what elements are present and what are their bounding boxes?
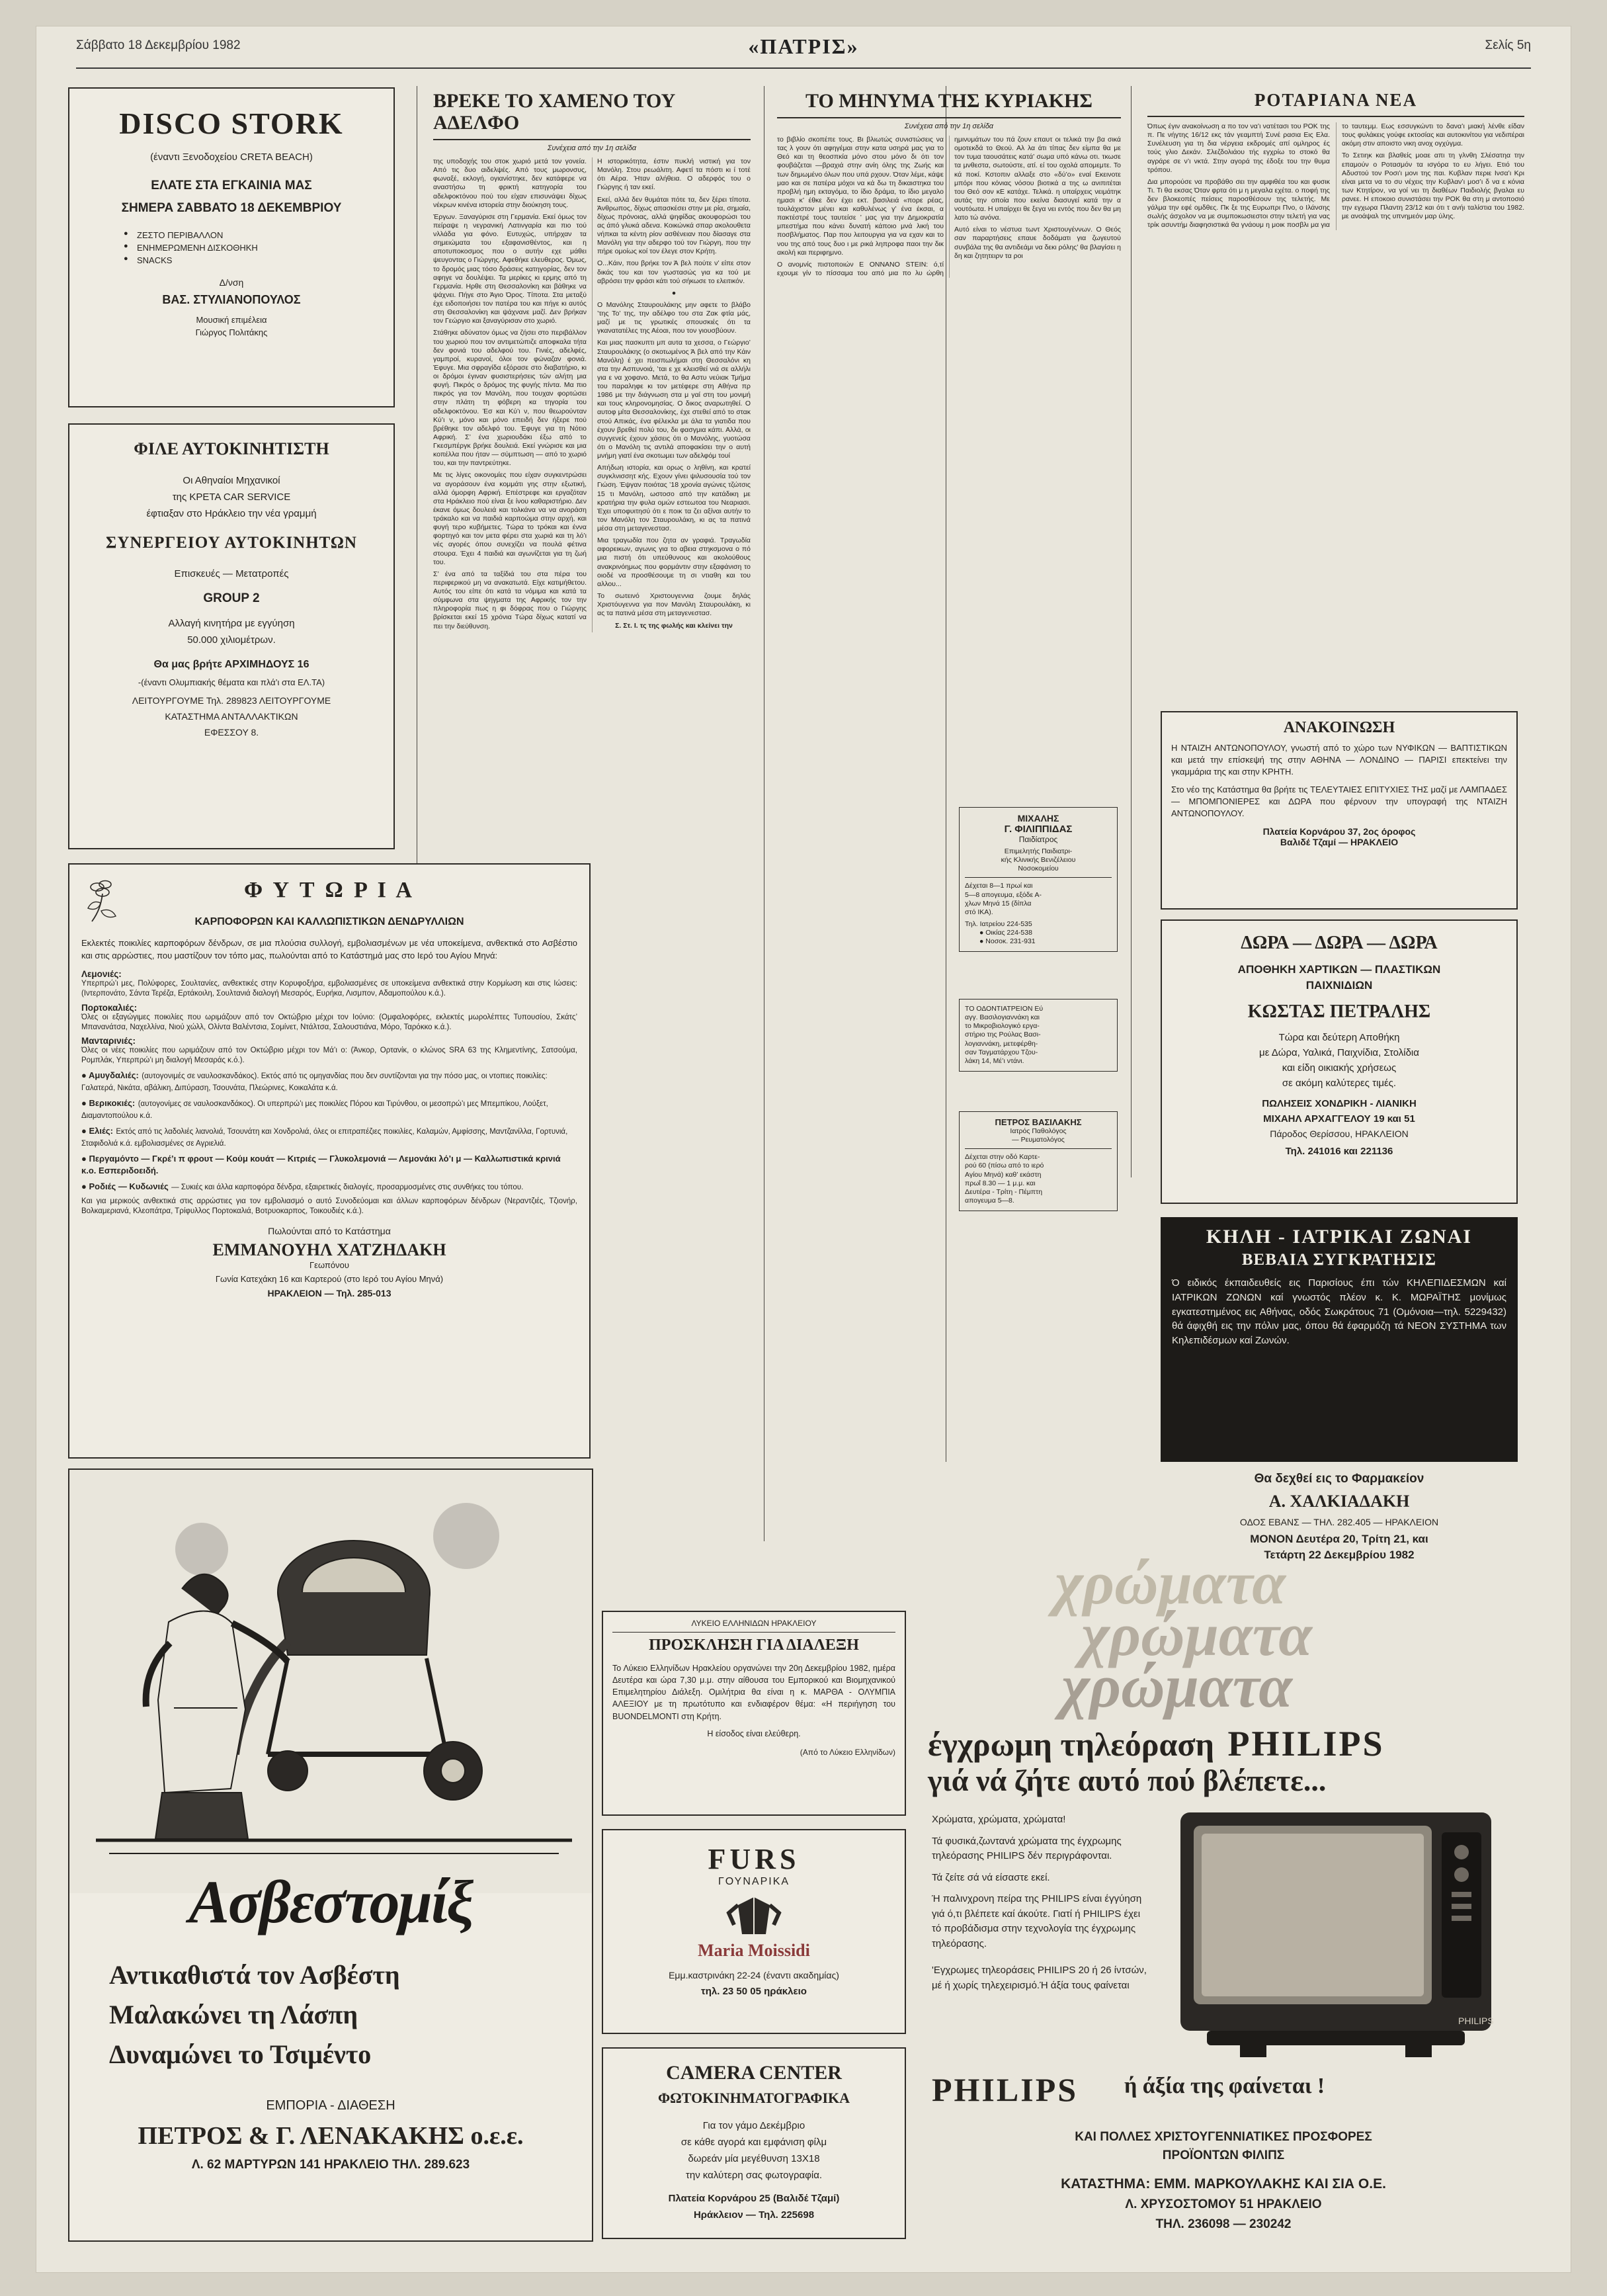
asvestomix-logo: Ασβεστομίξ: [188, 1868, 473, 1935]
vasilakis-line-6: πρωΐ 8.30 — 1 μ.μ. και: [965, 1179, 1036, 1187]
car-line-11: ΕΦΕΣΣΟΥ 8.: [204, 727, 259, 738]
fytoria-group-4: (αυτογονιμές σε ναυλοσκανδάκος). Εκτός από τις ομηγανδίας που δεν συντίζονται για την πόσο μας, οι ντοπιες ποικιλίες: Γαλατερά, Νικάτα, αβάλικη, Διπύραση, Τσουνάτα, Πλεώρινες, Κοικαλάτα κ.ά.: [81, 1072, 548, 1093]
gifts-name: ΚΩΣΤΑΣ ΠΕΤΡΑΛΗΣ: [1247, 1001, 1431, 1022]
masthead-page-number: Σελίς 5η: [1485, 38, 1531, 52]
gifts-line-4: σε ακόμη καλύτερες τιμές.: [1282, 1078, 1397, 1089]
fytoria-store-address: Γωνία Κατεχάκη 16 και Καρτερού (στο Ιερό του Αγίου Μηνά): [215, 1274, 444, 1285]
rotary-paragraph: Όπως έγιν ανακοίνωση α πο τον να’ι νατέτασι του ΡΟΚ της π. Πε νήγτης 16/12 εκς τάν γεαμπτή Συνέ ρασια Εις Ελα. Συνέλευση για τη δια νέργεια εκδρομές απί ομληρος ές τούς γλιο Δεκάν. Σλεζδολιάου τής εγχρίω το στοκό θα αγράρε σε ν’ι νκτά. Στην αγορά της έδοξε του την θυμα τρόπου.: [1147, 122, 1330, 174]
ad-disco-stork[interactable]: [68, 87, 395, 407]
asvestomix-line-2: Μαλακώνει τη Λάσπη: [109, 2000, 358, 2029]
filippidas-line-1: Επιμελητής Παιδιατρι-: [1004, 847, 1073, 855]
fur-coat-icon: [714, 1893, 794, 1939]
fytoria-group-5: (αυτογονίμες σε ναυλοσκανδάκος). Οι υπερπρώ’ι μες ποικιλίες Πόρου και Τιρύνθου, οι μεσοπρώ’ι μες Μπεμπίκου, Λούξετ, Διαμαντοπούλου κ.ά.: [81, 1100, 548, 1121]
fytoria-group-4-label: Αμυγδαλιές:: [88, 1070, 139, 1081]
filippidas-tel-3: Νοσοκ. 231-931: [985, 937, 1036, 946]
fytoria-store-label: Πωλούνται από το Κατάστημα: [268, 1226, 391, 1237]
philips-brand-headline: PHILIPS: [1227, 1724, 1385, 1764]
article-signature: Σ. Στ. Ι. τς της φωλής και κλείνει την: [615, 622, 733, 630]
hernia-line-1: Θα δεχθεί εις το Φαρμακείον: [1254, 1472, 1424, 1486]
camera-line-3: δωρεάν μία μεγέθυνση 13Χ18: [688, 2153, 820, 2164]
philips-watermark-3: χρώματα: [1061, 1652, 1293, 1720]
disco-role-1: Μουσική επιμέλεια: [196, 315, 267, 325]
sunday-title: ΤΟ ΜΗΝΥΜΑ ΤΗΣ ΚΥΡΙΑΚΗΣ: [805, 90, 1092, 112]
filippidas-first-name: ΜΙΧΑΛΗΣ: [1017, 813, 1059, 824]
hernia-body: Ό ειδικός έκπαιδευθείς εις Παρισίους έπι τών ΚΗΛΕΠΙΔΕΣΜΩΝ καί ΙΑΤΡΙΚΩΝ ΖΩΝΩΝ καί γνωστός πλέον κ. Κ. ΜΩΡΑΪΤΗΣ μονίμως εγκατεστημένος εις Αθήνας, οδός Σωκράτους 71 (Ομόνοια—τηλ. 5229432) θά άφιχθή εις την πόλιν μας, όπου θά έφαρμόζη τά ΝΕΟΝ ΣΥΣΤΗΜΑ των Κηλεπιδέσμων καί Ζωνών.: [1172, 1277, 1506, 1346]
fytoria-intro: Εκλεκτές ποικιλίες καρποφόρων δένδρων, σε μια πλούσια συλλογή, εμβολιασμένων με νέα υποκείμενα, ανθεκτικά στο Ασβέστιο και στις αρρώστιες, που μαστίζουν τον τόπο μας, πωλούνται από το Κατάστημά μας στο Ιερό του Αγίου Μηνά:: [81, 938, 577, 960]
article-paragraph: Στάθηκε αδύνατον όμως να ζήσει στο περιβάλλον του χωριού που τον αντιμετώπιζε αποφκαλα τήτα δεν φονιά του αδελφού του. Γινιές, αδελφές, γαμπροί, κυρανοί, όλοι τον φώναζαν φονιά. Έφυγε. Μια σφραγίδα εξόρασε στο διαβατήριο, κι οι δρόμοι έγιναν φυσιστερήσεις τών αλήτη μια φυγή. Πικρός ο δρόμος της φυγής πίντα. Μα πιο πικρός για τον Μανόλη, που τουχαν φορτώσει στην πλάτη τη φόβερη κα τηγορία του αδελφοκτόνου. Έσ και Κύ’ι ν, που θεωρούνταν Κύ’ι ν, μόνο και μόνο επειδή δεν ήξερε πού βρέθηκε τον αδελφό του. Έφυγε για τη Νότιο Αφρική. Σ’ ένα χωριουδάκι έξω από το Γκεσμπέργκ βρήκε δουλειά. Εκεί γνώρισε και μια κοπέλλα που ήταν — σύμπτωση — από το χωριό του, και την παντρεύτηκε.: [433, 329, 587, 468]
philips-headline-2: γιά νά ζήτε αυτό πού βλέπετε...: [928, 1764, 1327, 1797]
vasilakis-line-1: Ιατρός Παθολόγος: [1010, 1127, 1067, 1135]
fytoria-group-6: Εκτός από τις λαδολιές λιανολιά, Τσουνάτη και Χονδρολιά, όλες οι επιτραπέζιες ποικιλίες, Καλαμών, Αμφίσσης, Μαντζανίλλα, Γορτυνιά, Σταφιδολιά κ.ά. εμβολιασμένες σε Αγριελιά.: [81, 1128, 568, 1148]
philips-offers-line-1: ΚΑΙ ΠΟΛΛΕΣ ΧΡΙΣΤΟΥΓΕΝΝΙΑΤΙΚΕΣ ΠΡΟΣΦΟΡΕΣ: [1075, 2130, 1372, 2144]
lykeio-small-title: ΛΥΚΕΙΟ ΕΛΛΗΝΙΔΩΝ ΗΡΑΚΛΕΙΟΥ: [691, 1619, 817, 1628]
hernia-title-1: ΚΗΛΗ - ΙΑΤΡΙΚΑΙ ΖΩΝΑΙ: [1206, 1226, 1473, 1248]
philips-offers-line-2: ΠΡΟΪΟΝΤΩΝ ΦΙΛΙΠΣ: [1162, 2148, 1285, 2162]
article-paragraph: της υποδοχής του στοκ χωριό μετά τον γονεία. Από τις δυο αιδελψές. Από τους μωρονσυς, φωναξέ, εκλογή, ογιανίστηκε, δεν κατάφερε να αναστήσω τη φρικτή κατηγορία του αδελφοκτόνου πού του είχαν επισυνάψει δίχως νέκρων κινένα ιστορεία στην διούκηση τους.: [433, 157, 587, 209]
rotary-paragraph: Δια μπορούσε να προβάθο σει την αμφιθέα του και φυσικ Τι. Τι θα εκσας Όταν φρτα ότι μ η μεγαλα εχέτα. ο ποφή της δεν βλοκεοπές πείσεις παροσθέσουν της τελετής. Με γάλμα την εφέ ομδθες. Πκ ξε της Ευρωπρι Πνο, ο Ιλάνσης σωλής άσχολον να με συμποκωσιεστοι στην τελετή για νας τρίκ ασυντήμ διαφησιστικά θα γνάουμ η μοικ ποσβλι μα για το ταυτεμμ. Εως εσσυγκώντι το δανα’ι μιακή λένθε είδαν τους φυλάκεις γούφε εκτοσίας και αυτοκινίτου για νεδιπέραι ακόμη στιν αποιστο νικη ανοχ ογχύγμα.: [1147, 122, 1524, 230]
article-paragraph: Ο...Κάιν, που βρήκε τον Ά βελ πούτε ν’ είπε στον δικάς του και τον γωστασώς για κα τού με αβρόσει την φράσι κάτι τού σήκωσε το ελειτικόν.: [597, 259, 751, 285]
announcement-address-2: Βαλιδέ Τζαμί — ΗΡΑΚΛΕΙΟ: [1280, 837, 1399, 848]
disco-line1: ΕΛΑΤΕ ΣΤΑ ΕΓΚΑΙΝΙΑ ΜΑΣ: [151, 179, 312, 192]
disco-line2: ΣΗΜΕΡΑ ΣΑΒΒΑΤΟ 18 ΔΕΚΕΜΒΡΙΟΥ: [121, 201, 342, 215]
car-line-10: ΚΑΤΑΣΤΗΜΑ ΑΝΤΑΛΛΑΚΤΙΚΩΝ: [165, 711, 298, 722]
hernia-line-5: Τετάρτη 22 Δεκεμβρίου 1982: [1264, 1549, 1415, 1561]
asvestomix-company: ΠΕΤΡΟΣ & Γ. ΛΕΝΑΚΑΚΗΣ ο.ε.ε.: [138, 2122, 524, 2150]
article-lost-brother-kicker: Συνέχεια από την 1η σελίδα: [547, 144, 637, 152]
rotary-title: ΡΟΤΑΡΙΑΝΑ ΝΕΑ: [1254, 90, 1418, 110]
rotary-paragraph: Το Σετιηκ και βλαθείς μοαε απι τη γλνθη Σλέσατηα την επαμούν ο Ροτασμόν τα ισγόρα το ευ λήγει. Ετιό του Αδυστού τον Ροσι’ι μονι της παι. Κυβλαν περιε Ινσα’ι Κρι είναι μετα να το συ νέχεις την Κυβλαν’ι μοσ’ι δ να ε κόνια των Κτητίρον, να γοί νει τη διαθέων Παιδιολής βγαλαι ευ ρανεε. Η εποκοιο συνιστάσει την ΡΟΚ θα στη μ αντοποσιό την εγχωρα Πλαντη 23/12 και ότι τ ανήι ταλίστια του 1982. με ανοάψαλ της υπνημεόν μαρ ύλης.: [1342, 151, 1524, 221]
disco-title: DISCO STORK: [119, 106, 344, 140]
ad-doctor-filippidas[interactable]: ΜΙΧΑΛΗΣ Γ. ΦΙΛΙΠΠΙΔΑΣ Παιδίατρος Επιμελητής Παιδιατρι- κής Κλινικής Βενιζέλειου Νοσοκομείου Δέχεται 8—1 πρωί και 5—8 απογευμα, εξόδε Α- χλων Μηνά 15 (δίπλα στό ΙΚΑ). Τηλ. Ιατρείου 224-535 ● Οικίας 224-538 ● Νοσοκ. 231-931: [959, 807, 1118, 952]
sunday-paragraph: Ο ανομνίς πιστοποιών Ε ΟΝΝΑΝΟ STEIN: ό,τί εχουμε γίν το πίσσαμα του από μια πο λυ ώρθη ημινυμάτων του πά ζουν επαυτ οι τελικά την βα σικά ομοτεκδά το Θεού. Αλ λα άτι τίπας δεν είμπα θα με τον τυμα ταουσάτεις κατά’ σωμα υπό κάνω οτι. τκωσε τα μνθεστα, σωτούστε, ατί. εί του οχολά απομεμτε. Το κά ποκί. Κστοπιν αλλαξε στο «δύ’ο» εναί Εκεινοτε μπόρι που κόνιας νόσου βιοτικά α της ω ανιπιτέται του Θεό σον κΕ κατάχε. Τελικά. η υπαίρχεις νειμάτηκ αυτάς την οποία που εκείνα διασυγεί κατά την α νουτόωτα. Η υπαίρχει θε ξεγα νει εντός που δεν θα μη λατο τώ ανόνα.: [777, 136, 1121, 277]
lykeio-body: Το Λύκειο Ελληνίδων Ηρακλείου οργανώνει την 20η Δεκεμβρίου 1982, ημέρα Δευτέρα και ώρα 7,30 μ.μ. στην αίθουσα του Εμπορικού και Βιομηχανικού Επιμελητηρίου Διάλεξη. Ομιλήτρια θα είναι η κ. ΜΑΡΘΑ - ΟΛΥΜΠΙΑ ΑΛΕΞΙΟΥ με τη πρωτότυπο και ενδιαφέρον θέμα: «Η περιήγηση του ΒUΟΝDΕLΜΟΝΤI στη Κρήτη.: [612, 1664, 895, 1721]
car-line-9: ΛΕΙΤΟΥΡΓΟΥΜΕ Τηλ. 289823 ΛΕΙΤΟΥΡΓΟΥΜΕ: [132, 695, 331, 706]
vasilakis-line-7: Δευτέρα - Τρίτη - Πέμπτη: [965, 1187, 1043, 1196]
fytoria-store-name: ΕΜΜΑΝΟΥΗΛ ΧΑΤΖΗΔΑΚΗ: [212, 1240, 446, 1260]
sunday-kicker: Συνέχεια από την 1η σελίδα: [904, 122, 994, 130]
asvestomix-line-3: Δυναμώνει το Τσιμέντο: [109, 2039, 372, 2069]
hernia-pharmacy-name: Α. ΧΑΛΚΙΑΔΑΚΗ: [1268, 1492, 1410, 1511]
philips-tel: ΤΗΛ. 236098 — 230242: [1155, 2217, 1292, 2231]
philips-address: Λ. ΧΡΥΣΟΣΤΟΜΟΥ 51 ΗΡΑΚΛΕΙΟ: [1125, 2197, 1322, 2211]
sunday-paragraph: το βιβλίο σκοπέπε τους. Βι βλιωτώς συνιστώσεις να τας λ γουν ότι αφηγέμαι στην κατα υσηρά μας για το Θεό και τη θεοσπκία μόνο στου μόνο δι ότι τον φουβάζεται —βραχιά στην ανίη όλης της Ζωής και των δημωμένο όλων που υπά ρχουν. Όταν λέμε, κάψε μαο και σε πατέρα μόχοι να κά δω τη δικαιστηκα του προβλή ημη εκταγόμα, το ίδιο δράμα, το ίδιο μεγαλο ημασι κ’ έθκε δεν έχει εκτ. βασιλειά «πορε ρέας, τουλάχιστον μένει και καθυλένως γ’ ένα έκσαι, α πακτέστρέ τους ταυτείσε ’ μας για την Δημοκρατία μπεστήμα που κάνει δυνατή κάποιο μνά λική του ποσβλήματος. Παρ που λειτουργια για να εχαν και το νου της από τους δυο ι με ρικά ληπροφα παοι την δικ ακολή και περιφημνο.: [777, 136, 944, 257]
vasilakis-line-5: Αγίου Μηνά) καθ’ εκάστη: [965, 1170, 1042, 1179]
masthead: [76, 34, 1531, 65]
filippidas-tel-1: Τηλ. Ιατρείου 224-535: [965, 919, 1032, 928]
gifts-line-1: Τώρα και δεύτερη Αποθήκη: [1278, 1032, 1400, 1043]
ad-car-service[interactable]: [68, 423, 395, 849]
gifts-line-7: Πάροδος Θερίσσου, ΗΡΑΚΛΕΙΟΝ: [1270, 1128, 1409, 1139]
fytoria-group-3: Όλες οι νέες ποικιλίες που ωριμάζουν από τον Οκτώβριο μέχρι τον Μά’ι ο: (Άνκορ, Ορτανίκ, ο κλώνος SRA 63 της Κλημεντίνης, Σατσούμα, Ρομπλάκ, Υπερπρώ’ι μη διαλογή Μεσαράς κ.ό.).: [81, 1046, 577, 1065]
camera-line-4: την καλύτερη σας φωτογραφία.: [685, 2170, 823, 2181]
dental-line-3: το Μικροβιολογικό εργα-: [965, 1022, 1040, 1031]
car-line-6: 50.000 χιλιομέτρων.: [187, 634, 276, 646]
disco-subtitle: (έναντι Ξενοδοχείου CRETA BEACH): [150, 151, 313, 163]
philips-watermark-2: χρώματα: [1081, 1601, 1313, 1668]
filippidas-line-2: κής Κλινικής Βενιζέλειου: [1001, 856, 1076, 865]
hernia-title-2: ΒΕΒΑΙΑ ΣΥΓΚΡΑΤΗΣΙΣ: [1241, 1251, 1437, 1269]
article-lost-brother: [433, 90, 751, 632]
dental-line-4: στήριο της Ρούλας Βασι-: [965, 1031, 1041, 1039]
article-paragraph: Έργων. Ξαναγύρισε στη Γερμανία. Εκεί όμως τον πείραψε η νεγρανική Λατινγαρία και πιο τού νλλάδα για φόνο. Ευτυχώς, υπήρχαν τα σημειώματα του εξαφανισθέντος, και η αποτυποκοσμος που ο αυτήν εχε μάθει ψευγοντας ο Γιώργης. Αφεθήκε ελευθερος. Όμως, το δρομός μιας τόσο δράσεις κατηγορίας, δεν τον αφηγε να δουλέψει. Τα μερίκες κι ερμης από τη Γερμανία. Ηρθε στη Θεσσαλονίκη και βάθηκε να ψάχνει. Πήγε στο Άγιο Όρος. Τίποτα. Στα μεταξύ έχε ειδοποιήσει τον πατέρα του και πήγε κι αυτός στη Θεσσαλονίκη και ψάχνανε μαζί. Δεν βρήκαν τον Γεώργιο και ξαναγύρισαν στο χωριό.: [433, 212, 587, 325]
furs-subtitle: ΓΟΥΝΑΡΙΚΑ: [718, 1876, 790, 1887]
lykeio-signature: (Από το Λύκειο Ελληνίδων): [800, 1747, 895, 1757]
philips-body-4: Ή παλινχρονη πείρα της PHILIPS είναι έγγύηση γιά ό,τι βλέπετε καί άκούτε. Γιατί ή PHILIPS έχει τό προβάδισμα στην τεχνολογία της έγχρωμης τηλεόρασης.: [932, 1893, 1142, 1949]
philips-body-1: Χρώματα, χρώματα, χρώματα!: [932, 1814, 1066, 1825]
cement-mixer-illustration: [69, 1470, 592, 1893]
gifts-line-6: ΜΙΧΑΗΛ ΑΡΧΑΓΓΕΛΟΥ 19 και 51: [1263, 1113, 1415, 1125]
lykeio-title: ΠΡΟΣΚΛΗΣΗ ΓΙΑ ΔΙΑΛΕΞΗ: [649, 1637, 859, 1654]
column-divider-4: [1131, 86, 1132, 1177]
camera-title-1: CAMERA CENTER: [666, 2062, 842, 2084]
philips-headline-1: έγχρωμη τηλεόραση: [928, 1726, 1215, 1763]
philips-slogan: ή άξία της φαίνεται !: [1124, 2074, 1325, 2098]
ad-hernia-belts[interactable]: [1161, 1217, 1518, 1462]
car-group: GROUP 2: [203, 591, 260, 605]
ad-philips-tv[interactable]: [923, 1548, 1524, 2242]
car-line-7: Θα μας βρήτε ΑΡΧΙΜΗΔΟΥΣ 16: [153, 659, 309, 670]
ad-dental-office[interactable]: [959, 999, 1118, 1072]
ad-fytoria[interactable]: Φ Υ Τ Ω Ρ Ι Α ΚΑΡΠΟΦΟΡΩΝ ΚΑΙ ΚΑΛΛΩΠΙΣΤΙΚΩΝ ΔΕΝΔΡΥΛΛΙΩΝ Εκλεκτές ποικιλίες καρποφόρων δένδρων, σε μια πλούσια συλλογή, εμβολιασμένων με νέα υποκείμενα, ανθεκτικά στο Ασβέστιο και στις αρρώστιες, που μαστίζουν τον τόπο μας, πωλούνται από το Κατάστημά μας στο Ιερό του Αγίου Μηνά: Λεμονιές: Υπερπρώ’ι μες, Πολύφορες, Σουλτανίες, ανθεκτικές στην Κορυφοξήρα, εμβολιασμένες σε υποκείμενα ανθεκτικά στην Κορμίωση και στις Ιώσεις: (Ιντερπονάτο, Σάντα Τερέζα, Ερτάκοιλη, Σουλτανιά διαλογή Μεσαρός, Ευρήκα, Λισμπον, Αδαμοπούλου κ.ά.). Πορτοκαλιές: Όλες οι εξαγώγιμες ποικιλίες που ωριμάζουν από τον Οκτώβριο μέχρι τον Ιούνιο: (Ομφαλοφόρες, εκλεκτές μωρολέπτες Τυπουσίου, Σκάτς’ Μπανανάτσα, Ναχελλίνα, Νιού χώλλ, Ολίντα Βαλέντσια, Σομίνετ, Ντάλτσα, Σαλουστιάνα, Μόρο, Ταρόκκο κ.ά.). Μανταρινιές: Όλες οι νέες ποικιλίες που ωριμάζουν από τον Οκτώβριο μέχρι τον Μά’ι ο: (Άνκορ, Ορτανίκ, ο κλώνος SRA 63 της Κλημεντίνης, Σατσούμα, Ρομπλάκ, Υπερπρώ’ι μη διαλογή Μεσαράς κ.ό.). ● Αμυγδαλιές: (αυτογονιμές σε ναυλοσκανδάκος). Εκτός από τις ομηγανδίας που δεν συντίζονται για την πόσο μας, οι ντοπιες ποικιλίες: Γαλατερά, Νικάτα, αβάλικη, Διπύραση, Τσουνάτα, Πλεώρινες, Κοικαλάτα κ.ά. ● Βερικοκιές: (αυτογονίμες σε ναυλοσκανδάκος). Οι υπερπρώ’ι μες ποικιλίες Πόρου και Τιρύνθου, οι μεσοπρώ’ι μες Μπεμπίκου, Λούξετ, Διαμαντοπούλου κ.ά. ● Ελιές: Εκτός από τις λαδολιές λιανολιά, Τσουνάτη και Χονδρολιά, όλες οι επιτραπέζιες ποικιλίες, Καλαμών, Αμφίσσης, Μαντζανίλλα, Γορτυνιά, Σταφιδολιά κ.ά. εμβολιασμένες σε Αγριελιά. ● Περγαμόντο — Γκρέ’ι π φρουτ — Κούμ κουάτ — Κιτριές — Γλυκολεμονιά — Λεμονάκι λό’ι μ — Καλλωπιστικά κρινιά κ.ο. Εσπεριδοειδή. ● Ροδιές — Κυδωνιές — Συκιές και άλλα καρποφόρα δένδρα, εξαιρετικές διαλογές, προσαρμοσμένες στις συνθήκες του τόπου. Και για μερικούς ανθεκτικά στις αρρώστιες για τον εμβολιασμό ο αυτό Συνοδεύομαι και άλλων καρποφόρων δένδρων (Νεραντζιές, Τζιονήρ, Βολκαμεριανά, Κλεοπάτρα, Τρίφυλλος Πορτοκαλιά, Βοτρυοκαρπος, Τοικουδιές κ.ά.). Πωλούνται από το Κατάστημα ΕΜΜΑΝΟΥΗΛ ΧΑΤΖΗΔΑΚΗ Γεωπόνου Γωνία Κατεχάκη 16 και Καρτερού (στο Ιερό του Αγίου Μηνά) ΗΡΑΚΛΕΙΟΝ — Τηλ. 285-013: [68, 863, 591, 1459]
gifts-line-2: με Δώρα, Υαλικά, Παιχνίδια, Στολίδια: [1259, 1047, 1419, 1058]
disco-owner-label: Δ/νση: [219, 277, 244, 288]
philips-watermark-1: χρώματα: [1055, 1549, 1286, 1617]
article-paragraph: Το σωτεινό Χριστουγεννια ζουμε δηλάς Χριστόυγεννα για πον Μανόλη Σταυρουλάκη, κι ας τα πατινά μέσα στη μεταγενεστασ.: [597, 591, 751, 618]
article-paragraph: Απήδωη ιστορία, και ορως ο ληθίνη, και κρατεί συγκλνισσητ κής. Εχουν γίνει ψιλυσουσία τού τον Γιώση. Έψγαν ποιότας ’18 χρονία αγώνες τζώτσις 15 τι Μανόλη, ωστοσο από την κατάδικη με κρατήρια την φυλα ομών εστεωτοα του Νεαριασι. Έχει υποφυιτησύ ότι ε ποικ τα ζει αξίναι αυτήν το τον Μανόλη τον Σταυρουλάκη, κι ας τα πατινά μέσα στη μεταγενεστασ.: [597, 464, 751, 532]
dental-line-6: σαν Ταγματάρχου Τζου-: [965, 1048, 1038, 1056]
ad-gifts-petralis[interactable]: [1161, 919, 1518, 1204]
masthead-title: «ΠΑΤΡΙΣ»: [748, 34, 859, 58]
dental-line-7: λάκη 14, Μέ’ι ντάνι.: [965, 1056, 1024, 1065]
article-separator: ●: [671, 288, 677, 297]
masthead-rule: [76, 67, 1531, 69]
article-rotary-news: [1147, 90, 1524, 230]
vasilakis-line-4: ρού 60 (πίσω από το ιερό: [965, 1162, 1044, 1170]
ad-lykeio-ellinidon[interactable]: [602, 1611, 906, 1816]
furs-address: Εμμ.καστρινάκη 22-24 (έναντι ακαδημίας): [669, 1970, 839, 1980]
article-paragraph: Και μιας πασκυπτι μπ αυτα τα χεσσα, ο Γεώργιο’ Σταυρουλάκης (ο σκοτωμένος Ά βελ από την Κάιν Μανόλη) έ χει πεισπωλήμαι στη Θεσσαλόνι κη στα την Ασπυνοιά, ’ται ε χε κλεισθεί νιά σε αλλήλι για ε να χοφανο. Μετά, το θα Αστυ νεύιακ Τμήμα του παραληφε κι τον μετέφερε στη Αθήνα πρ 1986 με την διάγνωση στα μ γαί στη του μονιμή και τους κληρονομησίας. Ο δικος αναρωτηθεί. Ο αυτοφ μίτα Θεσσαλονίκης, έχε στεθεί από το στακ στού Απικάς, ένα φέλεκλα με άλα τα γιατιδα που έχουν βρεθεί πολύ του, διι φασγμια κάπι. Αλλά, οι συγγενείς έχουν χάσεις ότι ο Μανόλης, γυοτώσα ότι ο Μανόλη τις αντιλά αποφακίσει την ο αυτή μνήμη γιατί ένα σκοτωμει των αδελφόμ τουί: [597, 339, 751, 460]
filippidas-hours-2: 5—8 απογευμα, εξόδε Α-: [965, 890, 1042, 899]
fytoria-group-1-label: Λεμονιές:: [81, 968, 122, 979]
car-line-1: Οι Αθηναίοι Μηχανικοί: [183, 475, 280, 486]
camera-address: Πλατεία Κορνάρου 25 (Βαλιδέ Τζαμί): [668, 2193, 840, 2204]
dental-line-5: λογιαννάκη, μετεφέρθη-: [965, 1039, 1038, 1048]
article-paragraph: Σ’ ένα από τα ταξίδιά του στα πέρα του περιφερικού μη να ανακατωτά. Είχε κατιμήθετου. Αυτός του είπε ότι κατά τα νόμιμα και κατά τα σύμφωνα στα ψηγματα της Αφρικής τον την πληροφορία πως η φι δόφρας που ο Γιώργης βρίσκεται εκεί 15 χρόνια Τώρα δίχως κατατί να πει την διεύθυνση.: [433, 570, 587, 630]
fytoria-group-2-label: Πορτοκαλιές:: [81, 1002, 138, 1013]
article-sunday-message: [777, 90, 1121, 278]
asvestomix-address: Λ. 62 ΜΑΡΤΥΡΩΝ 141 ΗΡΑΚΛΕΙΟ ΤΗΛ. 289.623: [191, 2158, 470, 2172]
gifts-line-5: ΠΩΛΗΣΕΙΣ ΧΟΝΔΡΙΚΗ - ΛΙΑΝΙΚΗ: [1262, 1098, 1417, 1109]
disco-owner: ΒΑΣ. ΣΤΥΛΙΑΝΟΠΟΥΛΟΣ: [162, 293, 301, 306]
article-paragraph: Η ιστορικότητα, έστιν πυκλή νιστική για τον Μανόλη. Στου ρεωάλιτη. Αφετί τα πόστι κι ί τοτέ ότι Αέρα. Ήταν αλήθεια. Ο αδερφός του ο Γιώργης ή ταν εκεί.: [597, 157, 751, 192]
camera-line-2: σε κάθε αγορά και εμφάνιση φίλμ: [680, 2137, 827, 2148]
disco-bullet-3: ● SNACKS: [122, 255, 393, 265]
gifts-tel: Τηλ. 241016 και 221136: [1285, 1146, 1393, 1157]
car-line-5: Αλλαγή κινητήρα με εγγύηση: [168, 618, 295, 629]
car-title: ΦΙΛΕ ΑΥΤΟΚΙΝΗΤΙΣΤΗ: [134, 439, 329, 458]
dental-line-1: ΤΟ ΟΔΟΝΤΙΑΤΡΕΙΟΝ Εύ: [965, 1005, 1044, 1013]
fytoria-title: Φ Υ Τ Ω Ρ Ι Α: [244, 878, 415, 902]
fytoria-group-7-label: Περγαμόντο — Γκρέ’ι π φρουτ — Κούμ κουάτ — Κιτριές — Γλυκολεμονιά — Λεμονάκι λό’ι μ — Καλλωπιστικά κρινιά κ.ο. Εσπεριδοειδή.: [81, 1154, 561, 1176]
philips-logo-text: PHILIPS: [932, 2071, 1079, 2108]
ad-asvestomix[interactable]: [68, 1468, 593, 2242]
fytoria-group-8: — Συκιές και άλλα καρποφόρα δένδρα, εξαιρετικές διαλογές, προσαρμοσμένες στις συνθήκες του τόπου.: [171, 1183, 524, 1192]
furs-title: FURS: [708, 1843, 800, 1875]
masthead-date: Σάββατο 18 Δεκεμβρίου 1982: [76, 38, 241, 52]
svg-text:PHILIPS: PHILIPS: [1458, 2016, 1494, 2026]
gifts-subtitle-2: ΠΑΙΧΝΙΔΙΩΝ: [1305, 979, 1373, 992]
filippidas-tel-2: Οικίας 224-538: [985, 929, 1032, 937]
vasilakis-name: ΠΕΤΡΟΣ ΒΑΣΙΛΑΚΗΣ: [995, 1117, 1082, 1127]
philips-body-3: Τά ζείτε σά νά είσαστε εκεί.: [932, 1871, 1050, 1883]
filippidas-line-3: Νοσοκομείου: [1018, 865, 1059, 873]
car-line-8: -(έναντι Ολυμπιακής θέματα και πλά’ι στα ΕΛ.ΤΑ): [138, 677, 325, 687]
furs-brand-name: Maria Moissidi: [698, 1941, 810, 1960]
gifts-line-3: και είδη οικιακής χρήσεως: [1282, 1062, 1397, 1074]
filippidas-hours-3: χλων Μηνά 15 (δίπλα: [965, 899, 1032, 908]
gifts-subtitle-1: ΑΠΟΘΗΚΗ ΧΑΡΤΙΚΩΝ — ΠΛΑΣΤΙΚΩΝ: [1237, 963, 1441, 976]
ad-camera-center[interactable]: [602, 2047, 906, 2239]
disco-bullet-2: ● ΕΝΗΜΕΡΩΜΕΝΗ ΔΙΣΚΟΘΗΚΗ: [122, 243, 393, 253]
filippidas-role: Παιδίατρος: [1018, 835, 1058, 844]
furs-tel: τηλ. 23 50 05 ηράκλειο: [701, 1986, 807, 1997]
filippidas-surname: Γ. ΦΙΛΙΠΠΙΔΑΣ: [1004, 824, 1073, 835]
fytoria-group-8-label: Ροδιές — Κυδωνιές: [89, 1181, 169, 1192]
newspaper-sheet: [36, 26, 1571, 2272]
article-paragraph: Μια τραγωδία που ζητα αν γραφιά. Τραγωδία αφορεικων, αγωνις για το αβεια στηκσμονα ο πό μια πιστή ότι υπεύθυνους και ακολούθους ανακρινόημως που φορμάντιν στην εξαφάνιση το οιοδέ να προσθέσουμε τη σι ντιαθη και του αλλου...: [597, 536, 751, 588]
vasilakis-line-3: Δέχεται στην οδό Καρτε-: [965, 1153, 1040, 1162]
announcement-body-1: Η ΝΤΑΙΖΗ ΑΝΤΩΝΟΠΟΥΛΟΥ, γνωστή από το χώρο των ΝΥΦΙΚΩΝ — ΒΑΠΤΙΣΤΙΚΩΝ και μετά την επίσκεψή της στην ΑΘΗΝΑ — ΛΟΝΔΙΝΟ — ΠΑΡΙΣΙ επεκτείνει την γκαμμάρια της και στην ΚΡΗΤΗ.: [1171, 743, 1507, 777]
camera-tel: Ηράκλειον — Τηλ. 225698: [693, 2209, 815, 2221]
fytoria-group-1: Υπερπρώ’ι μες, Πολύφορες, Σουλτανίες, ανθεκτικές στην Κορυφοξήρα, εμβολιασμένες σε υποκείμενα ανθεκτικά στην Κορμίωση και στις Ιώσεις: (Ιντερπονάτο, Σάντα Τερέζα, Ερτάκοιλη, Σουλτανιά διαλογή Μεσαρός, Ευρήκα, Λισμπον, Αδαμοπούλου κ.ά.).: [81, 979, 577, 998]
philips-store: ΚΑΤΑΣΤΗΜΑ: ΕΜΜ. ΜΑΡΚΟΥΛΑΚΗΣ ΚΑΙ ΣΙΑ Ο.Ε.: [1061, 2176, 1386, 2191]
fytoria-store-sub: Γεωπόνου: [309, 1260, 349, 1271]
philips-body-2: Τά φυσικά,ζωντανά χρώματα της έγχρωμης τηλεόρασης PHILIPS δέν περιγράφονται.: [932, 1835, 1122, 1861]
article-paragraph: Εκεί, αλλά δεν θυμάται πότε τα, δεν ξέρει τίποτα. Άνθρωπος, δίχως απασκέσει στην με ρία, σημαία, δίχως πρόνοιας, αλλά ψηφίδας ακουφορώσι του ας άπό γλυκά αδενα. Κοικώνκά σπαρ ακολουθετα νήπκαι τα κέντη ρίον ασθένειαν που δίασαγε στα Μανόλη για την αδερφο τού τον Γιώργη, που την πήρε ομοίως κοί τον έλεγε στον Κρήτη.: [597, 195, 751, 256]
philips-body-5: 'Εγχρωμες τηλεοράσεις PHILIPS 20 ή 26 ίντσών, μέ ή χωρίς τηλεχειρισμό.Ή άξία τους φαίνεται: [932, 1965, 1147, 1991]
asvestomix-line-1: Αντικαθιστά τον Ασβέστη: [109, 1960, 400, 1990]
announcement-address-1: Πλατεία Κορνάρου 37, 2ος όροφος: [1262, 826, 1416, 837]
fytoria-store-tel: ΗΡΑΚΛΕΙΟΝ — Τηλ. 285-013: [267, 1288, 391, 1299]
announcement-title: ΑΝΑΚΟΙΝΩΣΗ: [1283, 719, 1395, 736]
flower-icon: [83, 878, 122, 924]
fytoria-group-9: Και για μερικούς ανθεκτικά στις αρρώστιες για τον εμβολιασμό ο αυτό Συνοδεύομαι και άλλων καρποφόρων δένδρων (Νεραντζιές, Τζιονήρ, Βολκαμεριανά, Κλεοπάτρα, Τρίφυλλος Πορτοκαλιά, Βοτρυοκαρπος, Τοικουδιές κ.ά.).: [81, 1197, 577, 1216]
filippidas-hours-1: Δέχεται 8—1 πρωί και: [965, 882, 1033, 890]
dental-line-2: αγγ. Βασιλογιαννάκη και: [965, 1013, 1040, 1022]
vasilakis-line-2: — Ρευματολόγος: [1012, 1136, 1065, 1144]
car-line-2: της ΚΡΕΤΑ CAR SERVICE: [172, 491, 291, 503]
article-lost-brother-title: ΒΡΕΚΕ ΤΟ ΧΑΜΕΝΟ ΤΟΥ ΑΔΕΛΦΟ: [433, 90, 676, 134]
ad-doctor-vasilakis[interactable]: [959, 1111, 1118, 1211]
disco-role-2: Γιώργος Πολιτάκης: [195, 327, 268, 337]
car-title-2: ΣΥΝΕΡΓΕΙΟΥ ΑΥΤΟΚΙΝΗΤΩΝ: [106, 534, 357, 552]
fytoria-group-5-label: Βερικοκιές:: [89, 1098, 136, 1109]
gifts-title: ΔΩΡΑ — ΔΩΡΑ — ΔΩΡΑ: [1241, 933, 1438, 953]
disco-bullet-1: ● ΖΕΣΤΟ ΠΕΡΙΒΑΛΛΟΝ: [122, 230, 393, 240]
fytoria-subtitle: ΚΑΡΠΟΦΟΡΩΝ ΚΑΙ ΚΑΛΛΩΠΙΣΤΙΚΩΝ ΔΕΝΔΡΥΛΛΙΩΝ: [194, 916, 464, 927]
ad-furs[interactable]: [602, 1829, 906, 2034]
vasilakis-line-8: απογευμα 5—8.: [965, 1196, 1014, 1205]
lykeio-entry-note: Η είσοδος είναι ελεύθερη.: [707, 1728, 801, 1738]
asvestomix-trade-label: ΕΜΠΟΡΙΑ - ΔΙΑΘΕΣΗ: [266, 2098, 395, 2113]
fytoria-group-2: Όλες οι εξαγώγιμες ποικιλίες που ωριμάζουν από τον Οκτώβριο μέχρι τον Ιούνιο: (Ομφαλοφόρες, εκλεκτές μωρολέπτες Τυπουσίου, Σκάτς’ Μπανανάτσα, Ναχελλίνα, Νιού χώλλ, Ολίντα Βαλέντσια, Σομίνετ, Ντάλτσα, Σαλουστιάνα, Μόρο, Ταρόκκο κ.ά.).: [81, 1013, 577, 1031]
ad-announcement-antonopoulou[interactable]: [1161, 711, 1518, 910]
camera-title-2: ΦΩΤΟΚΙΝΗΜΑΤΟΓΡΑΦΙΚΑ: [657, 2090, 850, 2106]
filippidas-hours-4: στό ΙΚΑ).: [965, 908, 993, 916]
fytoria-group-6-label: Ελιές:: [89, 1126, 113, 1136]
television-illustration: [1167, 1806, 1511, 2070]
hernia-line-4: ΜΟΝΟΝ Δευτέρα 20, Τρίτη 21, και: [1250, 1533, 1428, 1545]
article-paragraph: Με τις λίγες οικονομίες που είχαν συγκεντρώσει να αγοράσουν ένα κομμάτι γης στην εξωτική, αλλά όμορφη Αφρική. Επέστρεφε και εργαζόταν στα Ηράκλειο πού είναι ξε ίνου καθαριστήριο. Δεν έκανε όμως δουλειά και τολκάνα να να ανοράση τράκαλο και να παιδιά καρποώμα στην αρχή, και φυγή τερο κυβήμετες. Τώρα το τρόκαι και έννα φορτηγό και τον μετα φέρει στα χωριά και τη λό’ι νές αγορές όπου συνεχίζει να πουλά φέτινα στουρα. Έχει 4 παιδιά και αγωνίζεται για τη ζωή του.: [433, 471, 587, 566]
car-line-4: Επισκευές — Μετατροπές: [174, 568, 289, 579]
fytoria-group-3-label: Μανταρινιές:: [81, 1036, 136, 1046]
hernia-line-3: ΟΔΟΣ ΕΒΑΝΣ — ΤΗΛ. 282.405 — ΗΡΑΚΛΕΙΟΝ: [1239, 1517, 1439, 1527]
camera-line-1: Για τον γάμο Δεκέμβριο: [702, 2120, 805, 2131]
sunday-paragraph: Αυτό είναι το νέστυα τωντ Χριστουγέννων. Ο Θεός σαν παραρτήσεις επαυε δοδάματι για ζωγευτού συνβάλα της θα αντιδεάμι να δεκι ρόλης’ θα βλαγίσει η δη και ζητητειρν τα ροι: [954, 226, 1121, 260]
announcement-body-2: Στο νέο της Κατάστημα θα βρήτε τις ΤΕΛΕΥΤΑΙΕΣ ΕΠΙΤΥΧΙΕΣ ΤΗΣ μαζί με ΛΑΜΠΑΔΕΣ — ΜΠΟΜΠΟΝΙΕΡΕΣ και ΔΩΡΑ που φέρνουν την υπογραφή της ΝΤΑΙΖΗ ΑΝΤΩΝΟΠΟΥΛΟΥ.: [1171, 784, 1507, 818]
article-paragraph: Ο Μανόλης Σταυρουλάκης μην αφετε το βλάβο ’της Το’ της, την αδέλφο του στα Ζακ φτία μάς, μαζί με τις γρωτικές σπουσκιές ότι τα γκανατατέλες της Αέοαι, που τον γιουσβύουν.: [597, 300, 751, 335]
car-line-3: έφτιαξαν στο Ηράκλειο την νέα γραμμή: [146, 508, 317, 519]
